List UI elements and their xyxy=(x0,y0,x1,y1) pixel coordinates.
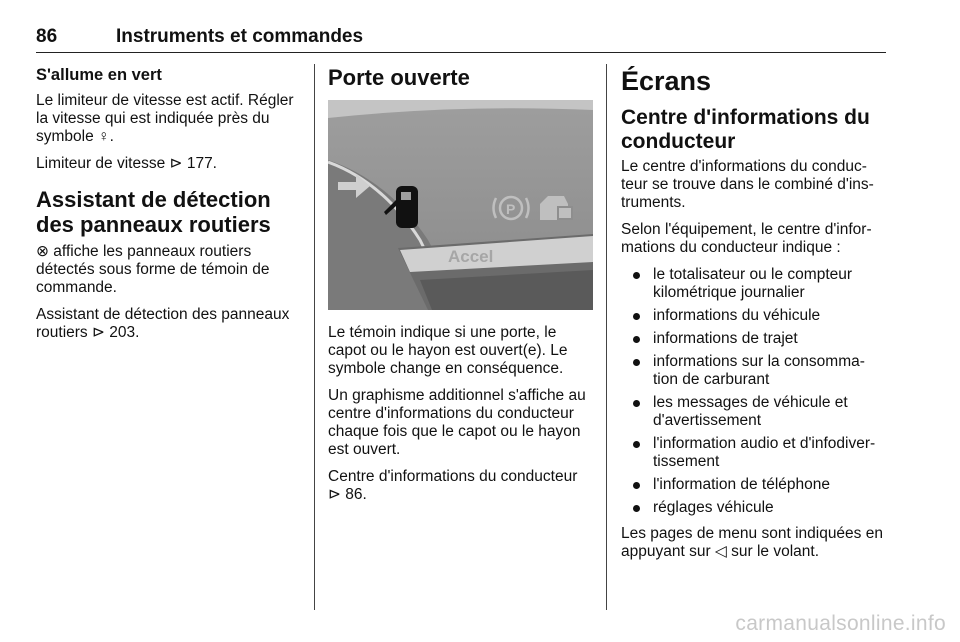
paragraph: ⊗ affiche les panneaux routiers détectés sous forme de témoin de commande. xyxy=(36,243,270,296)
cross-reference: Limiteur de vitesse ⊳ 177. xyxy=(36,155,217,172)
column-middle xyxy=(328,66,594,513)
paragraph: Le limiteur de vitesse est actif. Régler la vitesse qui est indiquée près du symbole ♀. xyxy=(36,92,294,145)
section-title-traffic-sign: Assistant de détection des panneaux routiers xyxy=(36,187,271,237)
watermark: carmanualsonline.info xyxy=(735,612,946,635)
paragraph: Selon l'équipement, le centre d'infor-mations du conducteur indique : xyxy=(621,221,872,256)
column-divider xyxy=(314,64,315,610)
paragraph: Un graphisme additionnel s'affiche au centre d'informations du conducteur chaque fois que le capot ou le hayon est ouvert. xyxy=(328,387,586,458)
list-item: informations de trajet xyxy=(621,330,889,348)
list-item: réglages véhicule xyxy=(621,499,889,517)
feature-list xyxy=(621,266,889,517)
paragraph: Le témoin indique si une porte, le capot ou le hayon est ouvert(e). Le symbole change en conséquence. xyxy=(328,324,568,377)
list-item: informations sur la consomma-tion de carburant xyxy=(621,353,889,389)
svg-text:P: P xyxy=(506,201,516,217)
heading-driver-info-center: Centre d'informations du conducteur xyxy=(621,106,870,153)
column-right xyxy=(621,66,889,570)
page-header xyxy=(36,26,886,53)
cross-reference: Centre d'informations du conducteur ⊳ 86. xyxy=(328,468,578,503)
instrument-cluster-figure xyxy=(328,100,593,310)
list-item: l'information audio et d'infodiver-tissement xyxy=(621,435,889,471)
list-item: l'information de téléphone xyxy=(621,476,889,494)
cross-reference: Assistant de détection des panneaux routiers ⊳ 203. xyxy=(36,306,290,341)
list-item: informations du véhicule xyxy=(621,307,889,325)
paragraph: Le centre d'informations du conduc-teur se trouve dans le combiné d'ins-truments. xyxy=(621,158,874,211)
heading-green-light: S'allume en vert xyxy=(36,66,162,84)
page-number: 86 xyxy=(36,26,58,47)
page-title: Instruments et commandes xyxy=(116,26,364,47)
column-left xyxy=(36,66,304,351)
column-divider xyxy=(606,64,607,610)
list-item: le totalisateur ou le compteur kilométrique journalier xyxy=(621,266,889,302)
paragraph: Les pages de menu sont indiquées en appuyant sur ◁ sur le volant. xyxy=(621,525,883,560)
list-item: les messages de véhicule et d'avertissement xyxy=(621,394,889,430)
accel-label: Accel xyxy=(448,247,494,266)
heading-screens: Écrans xyxy=(621,66,712,96)
heading-door-open: Porte ouverte xyxy=(328,65,470,90)
